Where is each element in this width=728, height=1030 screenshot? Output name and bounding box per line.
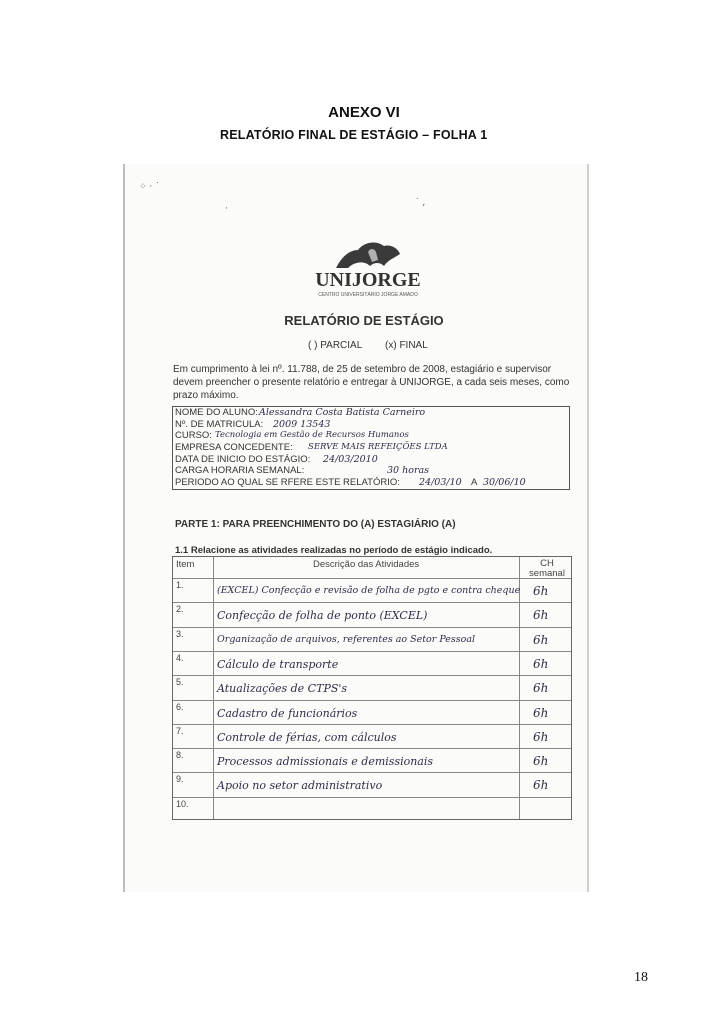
- report-subtitle: RELATÓRIO FINAL DE ESTÁGIO – FOLHA 1: [220, 128, 488, 142]
- table-row-hours: 6h: [533, 705, 549, 720]
- option-final: (x) FINAL: [385, 340, 428, 351]
- company-label: EMPRESA CONCEDENTE:: [175, 442, 293, 454]
- part1-heading: PARTE 1: PARA PREENCHIMENTO DO (A) ESTAGIÁRIO (A): [175, 519, 456, 530]
- section-1-1-heading: 1.1 Relacione as atividades realizadas no período de estágio indicado.: [175, 545, 493, 556]
- start-date-row: [173, 454, 569, 466]
- table-row-description: Organização de arquivos, referentes ao Setor Pessoal: [217, 633, 476, 645]
- period-label: PERIODO AO QUAL SE RFERE ESTE RELATÓRIO:: [175, 477, 400, 489]
- period-to-value: 30/06/10: [483, 477, 526, 489]
- student-name-row: [173, 407, 569, 419]
- scan-speck: ˙ ,: [415, 198, 426, 208]
- table-row-number: 5.: [176, 677, 184, 688]
- table-header-description: Descrição das Atividades: [313, 559, 420, 570]
- svg-text:CENTRO UNIVERSITÁRIO JORGE AMA: CENTRO UNIVERSITÁRIO JORGE AMADO: [318, 292, 418, 298]
- table-row-description: Processos admissionais e demissionais: [217, 755, 434, 769]
- table-row-number: 10.: [176, 798, 189, 809]
- table-header-ch: CH semanal: [529, 558, 565, 579]
- student-name-label: NOME DO ALUNO:: [175, 407, 258, 418]
- table-row-hours: 6h: [533, 584, 549, 598]
- table-row-description: Cadastro de funcionários: [217, 706, 358, 720]
- table-row-divider: [173, 578, 571, 579]
- table-row-divider: [173, 748, 571, 749]
- table-row-hours: 6h: [533, 656, 549, 671]
- activities-table: [172, 556, 572, 820]
- table-row-number: 4.: [176, 652, 184, 663]
- student-name-value: Alessandra Costa Batista Carneiro: [259, 407, 426, 418]
- registration-value: 2009 13543: [273, 418, 331, 430]
- table-row-description: Controle de férias, com cálculos: [217, 730, 397, 744]
- scan-speck: ·: [225, 204, 228, 214]
- company-row: [173, 442, 569, 454]
- table-row-description: Apoio no setor administrativo: [217, 779, 383, 793]
- table-row-description: Atualizações de CTPS's: [217, 682, 348, 696]
- table-row-number: 8.: [176, 750, 184, 761]
- unijorge-logo-mark: [298, 238, 438, 300]
- table-row-number: 1.: [176, 580, 184, 590]
- svg-text:UNIJORGE: UNIJORGE: [315, 269, 421, 291]
- period-row: [173, 477, 569, 489]
- table-row-divider: [173, 602, 571, 603]
- table-row-description: Confecção de folha de ponto (EXCEL): [217, 609, 428, 623]
- form-title: RELATÓRIO DE ESTÁGIO: [284, 313, 444, 328]
- start-date-label: DATA DE INICIO DO ESTÁGIO:: [175, 453, 311, 465]
- table-row-description: (EXCEL) Confecção e revisão de folha de pgto e contra cheque: [217, 585, 521, 596]
- annex-heading: ANEXO VI: [328, 104, 400, 121]
- table-header-item: Item: [176, 559, 195, 570]
- period-from-value: 24/03/10: [419, 477, 462, 489]
- option-partial: ( ) PARCIAL: [308, 340, 363, 351]
- weekly-hours-value: 30 horas: [387, 465, 430, 477]
- table-row-divider: [173, 724, 571, 725]
- course-row: [173, 430, 569, 442]
- table-row-number: 9.: [176, 774, 184, 785]
- table-col-divider: [519, 557, 520, 819]
- table-row-hours: 6h: [533, 754, 549, 769]
- student-info-box: [172, 406, 570, 490]
- table-row-number: 7.: [176, 725, 184, 736]
- table-row-number: 2.: [176, 604, 184, 615]
- table-row-hours: 6h: [533, 608, 549, 623]
- table-row-hours: 6h: [533, 778, 549, 793]
- table-row-divider: [173, 651, 571, 652]
- table-row-divider: [173, 797, 571, 798]
- registration-label: Nº. DE MATRICULA:: [175, 418, 264, 430]
- table-row-description: Cálculo de transporte: [217, 657, 339, 671]
- table-row-number: 6.: [176, 701, 184, 712]
- table-row-hours: 6h: [533, 681, 549, 696]
- page-number: 18: [634, 970, 648, 985]
- table-row-divider: [173, 700, 571, 701]
- period-separator: A: [471, 477, 478, 489]
- intro-paragraph: Em cumprimento à lei nº. 11.788, de 25 de setembro de 2008, estagiário e supervisor devem preencher o presente relatório e entregar à UNIJORGE, a cada seis meses, como prazo máximo.: [173, 364, 570, 401]
- table-row-hours: 6h: [533, 632, 549, 647]
- company-value: SERVE MAIS REFEIÇÕES LTDA: [308, 442, 448, 453]
- course-label: CURSO:: [175, 430, 212, 442]
- start-date-value: 24/03/2010: [323, 453, 378, 465]
- weekly-hours-label: CARGA HORARIA SEMANAL:: [175, 465, 305, 477]
- scan-speck: ⁘ · ˙: [139, 182, 160, 192]
- table-row-number: 3.: [176, 628, 184, 639]
- table-row-divider: [173, 627, 571, 628]
- table-row-hours: 6h: [533, 729, 549, 744]
- unijorge-logo: [298, 238, 438, 300]
- course-value: Tecnologia em Gestão de Recursos Humanos: [215, 430, 409, 441]
- table-row-divider: [173, 772, 571, 773]
- weekly-hours-row: [173, 465, 569, 477]
- registration-row: [173, 419, 569, 431]
- table-row-divider: [173, 675, 571, 676]
- table-col-divider: [213, 557, 214, 819]
